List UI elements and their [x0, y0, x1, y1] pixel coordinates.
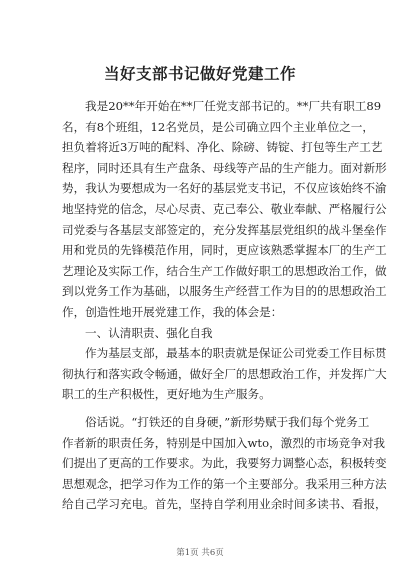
text-line: 到以党务工作为基础，以服务生产经营工作为目的的思想政治工	[62, 284, 387, 299]
section-heading: 一、认清职责、强化自我	[85, 325, 213, 340]
text-line: 名，有8个班组，12名党员，是公司确立四个主业单位之一，	[62, 119, 374, 134]
text-line: 地坚持党的信念，尽心尽责、克己奉公、敬业奉献、严格履行公	[62, 201, 387, 216]
document-title: 当好支部书记做好党建工作	[103, 64, 296, 83]
text-line: 给自己学习充电。首先，坚持自学利用业余时间多读书、看报，	[62, 497, 387, 512]
text-line: 作，创造性地开展党建工作，我的体会是：	[62, 304, 283, 319]
text-line: 作者新的职责任务，特别是中国加入wto，激烈的市场竞争对我	[62, 435, 386, 450]
document-body	[62, 96, 387, 515]
text-line: 俗话说。“打铁还的自身硬，”新形势赋于我们每个党务工	[85, 414, 370, 429]
text-line: 势，我认为要想成为一名好的基层党支书记，不仅应该始终不渝	[62, 181, 387, 196]
text-line: 我是20**年开始在**厂任党支部书记的。**厂共有职工89	[85, 99, 382, 113]
text-line: 艺理论及实际工作，结合生产工作做好职工的思想政治工作，做	[62, 263, 387, 278]
text-line: 思想观念，把学习作为工作的第一个主要部分。我采用三种方法	[62, 476, 387, 491]
text-line: 程序，同时还具有生产盘条、母线等产品的生产能力。面对新形	[62, 160, 387, 175]
text-line: 彻执行和落实政令畅通，做好全厂的思想政治工作，并发挥广大	[62, 366, 387, 381]
paragraph-gap	[62, 405, 352, 412]
text-line: 作为基层支部，最基本的职责就是保证公司党委工作目标贯	[85, 346, 387, 361]
text-line: 职工的生产积极性，更好地为生产服务。	[62, 387, 271, 402]
page-footer: 第1页 共6页	[176, 548, 224, 558]
text-line: 用和党员的先锋模范作用，同时，更应该熟悉掌握本厂的生产工	[62, 243, 387, 258]
text-line: 担负着将近3万吨的配料、净化、除磅、铸锭、打包等生产工艺	[62, 140, 383, 155]
text-line: 们提出了更高的工作要求。为此，我要努力调整心态，积极转变	[62, 456, 387, 471]
text-line: 司党委与各基层支部签定的，充分发挥基层党组织的战斗堡垒作	[62, 222, 387, 237]
